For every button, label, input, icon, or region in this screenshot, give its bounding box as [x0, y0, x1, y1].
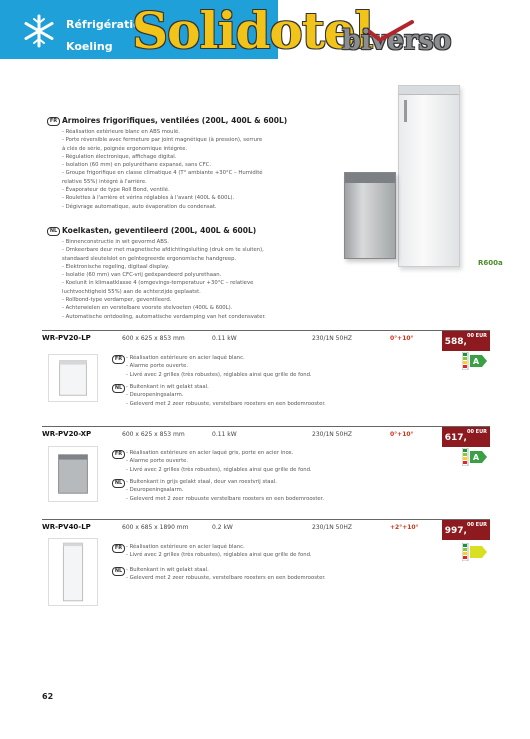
- product-thumbnail: [48, 538, 98, 606]
- flag-fr: FR: [112, 450, 125, 459]
- flag-nl: NL: [112, 384, 125, 393]
- product-power: 0.11 kW: [212, 335, 237, 342]
- energy-label-icon: [462, 352, 488, 370]
- price-main: 997,: [444, 526, 467, 536]
- bullet-line: luchtvochtigheid 55%) aan de achterzijde geplaatst.: [62, 288, 201, 295]
- price-main: 617,: [444, 433, 467, 443]
- product-dimensions: 600 x 685 x 1890 mm: [122, 524, 189, 531]
- desc-line: - Livré avec 2 grilles (très robustes), réglables ainsi que grille de fond.: [126, 552, 312, 559]
- price-tag: [442, 520, 490, 540]
- product-row: [42, 330, 490, 347]
- energy-class: A: [472, 453, 480, 462]
- desc-line: - Alarme porte ouverte.: [126, 363, 189, 370]
- product-temperature: +2°+10°: [390, 524, 419, 531]
- bullet-line: - Porte réversible avec fermeture par joint magnétique (à pression), serrure: [62, 137, 263, 144]
- section-title-fr: Armoires frigorifiques, ventilées (200L, 400L & 600L): [62, 116, 288, 125]
- desc-line: - Réalisation extérieure en acier laqué blanc.: [126, 544, 245, 550]
- product-thumbnail: [48, 354, 98, 402]
- desc-line: - Réalisation extérieure en acier laqué blanc.: [126, 355, 245, 361]
- product-thumbnail: [48, 446, 98, 502]
- flag-nl: NL: [112, 479, 125, 488]
- desc-line: - Geleverd met 2 zeer robuuste, verstelbare roosters en een bodemrooster.: [126, 575, 326, 582]
- bullet-line: - Koelunit in klimaatklasse 4 (omgevings-temperatuur +30°C – relatieve: [62, 280, 254, 287]
- bullet-line: - Isolation (60 mm) en polyuréthane expansé, sans CFC.: [62, 162, 212, 169]
- product-voltage: 230/1N 50HZ: [312, 524, 352, 531]
- energy-label-icon: [462, 448, 488, 466]
- desc-line: - Livré avec 2 grilles (très robustes), réglables ainsi que grille de fond.: [126, 371, 312, 378]
- desc-line: - Geleverd met 2 zeer robuuste verstelbare roosters en een bodemrooster.: [126, 495, 325, 502]
- energy-label-icon: [462, 543, 488, 561]
- price-tag: [442, 427, 490, 447]
- desc-line: - Livré avec 2 grilles (très robustes), réglables ainsi que grille de fond.: [126, 466, 312, 473]
- flag-fr: FR: [47, 117, 60, 126]
- flag-nl: NL: [47, 227, 60, 236]
- energy-class: A: [472, 357, 480, 366]
- desc-line: - Geleverd met 2 zeer robuuste, verstelbare roosters en een bodemrooster.: [126, 400, 326, 407]
- desc-line: - Réalisation extérieure en acier laqué gris, porte en acier inox.: [126, 450, 294, 456]
- price-cents: 00 EUR: [466, 333, 487, 339]
- bullet-line: standaard sleutelslot en geïntegreerde ergonomische handgreep.: [62, 255, 237, 262]
- header-title-nl: Koeling: [66, 40, 113, 53]
- product-power: 0.11 kW: [212, 431, 237, 438]
- price-main: 588,: [444, 337, 467, 347]
- product-desc-fr: [126, 543, 312, 560]
- price-cents: 00 EUR: [466, 522, 487, 528]
- flag-fr: FR: [112, 355, 125, 364]
- price-cents: 00 EUR: [466, 429, 487, 435]
- product-desc-nl: [126, 383, 326, 408]
- product-voltage: 230/1N 50HZ: [312, 431, 352, 438]
- bullet-line: - Elektronische regeling, digitaal display.: [62, 263, 170, 270]
- bullet-list-nl: [62, 238, 266, 321]
- bullet-line: relative 55%) intégré à l'arrière.: [62, 178, 147, 185]
- refrigerant-label: R600a: [478, 259, 503, 267]
- header-title-fr: Réfrigération: [66, 18, 149, 31]
- small-fridge-image: [344, 172, 396, 259]
- section-title-nl: Koelkasten, geventileerd (200L, 400L & 600L): [62, 226, 257, 235]
- bullet-line: - Roulettes à l'arrière et vérins réglables à l'avant (400L & 600L).: [62, 195, 235, 202]
- price-tag: [442, 331, 490, 351]
- product-temperature: 0°+10°: [390, 431, 414, 438]
- product-voltage: 230/1N 50HZ: [312, 335, 352, 342]
- bullet-line: - Réalisation extérieure blanc en ABS moulé.: [62, 129, 180, 135]
- bullet-list-fr: [62, 128, 263, 211]
- product-dimensions: 600 x 625 x 853 mm: [122, 335, 185, 342]
- flag-nl: NL: [112, 567, 125, 576]
- bullet-line: - Automatische ontdooiing, automatische verdamping van het condensvater.: [62, 313, 266, 320]
- brand-logo: Solidotel: [132, 1, 373, 60]
- product-code: WR-PV20-LP: [42, 334, 91, 342]
- bullet-line: - Omkeerbare deur met magnetische afdichtingsluiting (druk om te sluiten),: [62, 247, 264, 254]
- page-number: 62: [42, 692, 54, 701]
- bullet-line: - Achterwielen en verstelbare voorste stelvoeten (400L & 600L).: [62, 305, 233, 312]
- product-desc-nl: [126, 566, 326, 583]
- desc-line: - Deuropeningsalarm.: [126, 392, 184, 399]
- bullet-line: à clés de série, poignée ergonomique intégrée.: [62, 145, 188, 152]
- snowflake-icon: [22, 14, 56, 48]
- desc-line: - Buitenkant in wit gelakt staal.: [126, 567, 209, 573]
- bullet-line: - Rollbond-type verdamper, geventileerd.: [62, 297, 172, 304]
- checkmark-logo-icon: [368, 20, 414, 42]
- product-desc-fr: [126, 354, 312, 379]
- bullet-line: - Régulation électronique, affichage digital.: [62, 153, 177, 160]
- desc-line: - Buitenkant in grijs gelakt staal, deur van roestvrij staal.: [126, 479, 277, 485]
- product-temperature: 0°+10°: [390, 335, 414, 342]
- product-desc-fr: [126, 449, 312, 474]
- bullet-line: - Binnenconstructie in wit gevormd ABS.: [62, 239, 169, 245]
- desc-line: - Buitenkant in wit gelakt staal.: [126, 384, 209, 390]
- bullet-line: - Évaporateur de type Roll Bond, ventilé.: [62, 187, 170, 194]
- bullet-line: - Isolatie (60 mm) van CFC-vrij geëxpandeerd polyurethaan.: [62, 272, 222, 279]
- tall-fridge-image: [398, 85, 460, 267]
- product-code: WR-PV40-LP: [42, 523, 91, 531]
- product-desc-nl: [126, 478, 324, 503]
- product-row: [42, 519, 490, 536]
- bullet-line: - Groupe frigorifique en classe climatique 4 (T° ambiante +30°C – Humidité: [62, 170, 263, 177]
- desc-line: - Deuropeningsalarm.: [126, 487, 184, 494]
- brand-logo-sub: biverso: [342, 25, 452, 56]
- product-row: [42, 426, 490, 443]
- desc-line: - Alarme porte ouverte.: [126, 458, 189, 465]
- product-dimensions: 600 x 625 x 853 mm: [122, 431, 185, 438]
- product-power: 0.2 kW: [212, 524, 233, 531]
- bullet-line: - Dégivrage automatique, auto évaporation du condensat.: [62, 203, 217, 210]
- product-code: WR-PV20-XP: [42, 430, 92, 438]
- flag-fr: FR: [112, 544, 125, 553]
